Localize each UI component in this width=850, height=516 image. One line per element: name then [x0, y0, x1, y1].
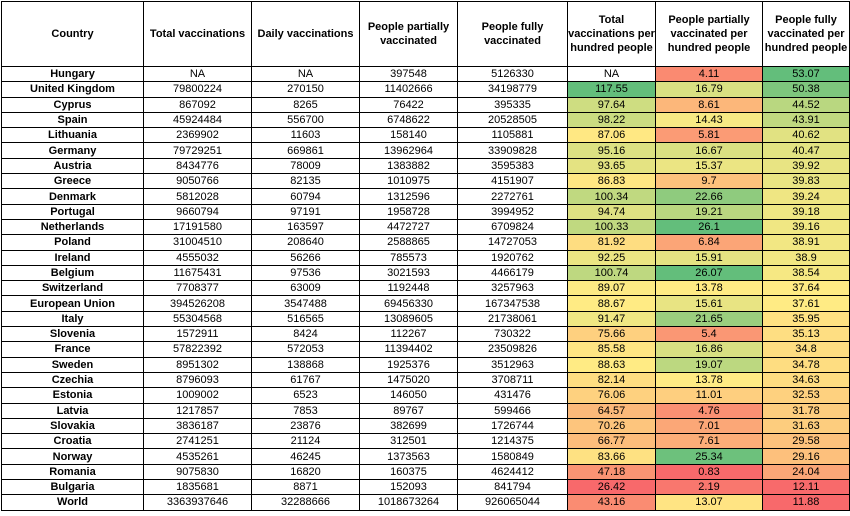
- cell-people-fully-vaccinated: 1580849: [458, 449, 568, 464]
- cell-daily-vaccinations: 572053: [252, 342, 360, 357]
- cell-fully-per-hundred: 24.04: [763, 464, 850, 479]
- cell-total-per-hundred: 87.06: [568, 128, 656, 143]
- cell-daily-vaccinations: 163597: [252, 219, 360, 234]
- cell-daily-vaccinations: 63009: [252, 281, 360, 296]
- cell-people-partially-vaccinated: 3021593: [360, 265, 458, 280]
- table-row: [2, 357, 850, 372]
- cell-fully-per-hundred: 39.18: [763, 204, 850, 219]
- cell-partial-per-hundred: 21.65: [656, 311, 763, 326]
- cell-people-fully-vaccinated: 3994952: [458, 204, 568, 219]
- cell-daily-vaccinations: 61767: [252, 372, 360, 387]
- table-row: [2, 480, 850, 495]
- cell-partial-per-hundred: 13.78: [656, 372, 763, 387]
- cell-fully-per-hundred: 29.16: [763, 449, 850, 464]
- cell-fully-per-hundred: 38.9: [763, 250, 850, 265]
- cell-fully-per-hundred: 39.16: [763, 219, 850, 234]
- table-row: [2, 97, 850, 112]
- cell-daily-vaccinations: 516565: [252, 311, 360, 326]
- cell-fully-per-hundred: 34.8: [763, 342, 850, 357]
- cell-people-partially-vaccinated: 382699: [360, 418, 458, 433]
- cell-daily-vaccinations: NA: [252, 67, 360, 82]
- table-row: [2, 235, 850, 250]
- cell-partial-per-hundred: 2.19: [656, 480, 763, 495]
- cell-people-fully-vaccinated: 21738061: [458, 311, 568, 326]
- table-row: [2, 112, 850, 127]
- cell-fully-per-hundred: 38.91: [763, 235, 850, 250]
- cell-total-per-hundred: 100.33: [568, 219, 656, 234]
- cell-fully-per-hundred: 37.61: [763, 296, 850, 311]
- cell-total-vaccinations: 7708377: [144, 281, 252, 296]
- cell-partial-per-hundred: 16.67: [656, 143, 763, 158]
- cell-people-partially-vaccinated: 76422: [360, 97, 458, 112]
- cell-country: Poland: [2, 235, 144, 250]
- cell-country: Estonia: [2, 388, 144, 403]
- cell-total-vaccinations: 5812028: [144, 189, 252, 204]
- cell-country: Slovakia: [2, 418, 144, 433]
- table-row: [2, 219, 850, 234]
- cell-partial-per-hundred: 16.86: [656, 342, 763, 357]
- cell-partial-per-hundred: 5.4: [656, 327, 763, 342]
- cell-people-partially-vaccinated: 11394402: [360, 342, 458, 357]
- cell-total-vaccinations: 1009002: [144, 388, 252, 403]
- cell-people-partially-vaccinated: 112267: [360, 327, 458, 342]
- cell-daily-vaccinations: 556700: [252, 112, 360, 127]
- cell-daily-vaccinations: 669861: [252, 143, 360, 158]
- cell-daily-vaccinations: 8424: [252, 327, 360, 342]
- cell-fully-per-hundred: 39.92: [763, 158, 850, 173]
- cell-fully-per-hundred: 34.78: [763, 357, 850, 372]
- cell-total-vaccinations: 867092: [144, 97, 252, 112]
- table-row: [2, 449, 850, 464]
- table-row: [2, 434, 850, 449]
- table-row: [2, 82, 850, 97]
- table-row: [2, 189, 850, 204]
- cell-country: Latvia: [2, 403, 144, 418]
- cell-partial-per-hundred: 14.43: [656, 112, 763, 127]
- cell-people-fully-vaccinated: 6709824: [458, 219, 568, 234]
- cell-people-fully-vaccinated: 4466179: [458, 265, 568, 280]
- cell-daily-vaccinations: 16820: [252, 464, 360, 479]
- cell-total-per-hundred: 97.64: [568, 97, 656, 112]
- cell-total-per-hundred: 93.65: [568, 158, 656, 173]
- cell-daily-vaccinations: 82135: [252, 174, 360, 189]
- cell-country: Czechia: [2, 372, 144, 387]
- cell-people-partially-vaccinated: 4472727: [360, 219, 458, 234]
- cell-total-vaccinations: 17191580: [144, 219, 252, 234]
- table-row: [2, 403, 850, 418]
- cell-partial-per-hundred: 26.1: [656, 219, 763, 234]
- header-daily-vaccinations: Daily vaccinations: [252, 2, 360, 67]
- cell-people-partially-vaccinated: 89767: [360, 403, 458, 418]
- cell-people-fully-vaccinated: 3708711: [458, 372, 568, 387]
- cell-daily-vaccinations: 138868: [252, 357, 360, 372]
- cell-partial-per-hundred: 11.01: [656, 388, 763, 403]
- cell-daily-vaccinations: 3547488: [252, 296, 360, 311]
- cell-partial-per-hundred: 13.07: [656, 495, 763, 510]
- cell-partial-per-hundred: 26.07: [656, 265, 763, 280]
- cell-total-vaccinations: 45924484: [144, 112, 252, 127]
- cell-country: Belgium: [2, 265, 144, 280]
- cell-country: Greece: [2, 174, 144, 189]
- cell-partial-per-hundred: 22.66: [656, 189, 763, 204]
- cell-people-fully-vaccinated: 3595383: [458, 158, 568, 173]
- table-row: [2, 311, 850, 326]
- cell-total-per-hundred: 100.74: [568, 265, 656, 280]
- cell-fully-per-hundred: 32.53: [763, 388, 850, 403]
- cell-people-fully-vaccinated: 167347538: [458, 296, 568, 311]
- header-country: Country: [2, 2, 144, 67]
- cell-fully-per-hundred: 39.24: [763, 189, 850, 204]
- cell-people-fully-vaccinated: 926065044: [458, 495, 568, 510]
- cell-country: Austria: [2, 158, 144, 173]
- cell-total-vaccinations: 4555032: [144, 250, 252, 265]
- cell-fully-per-hundred: 53.07: [763, 67, 850, 82]
- cell-people-fully-vaccinated: 14727053: [458, 235, 568, 250]
- cell-daily-vaccinations: 56266: [252, 250, 360, 265]
- cell-partial-per-hundred: 4.11: [656, 67, 763, 82]
- header-total-per-hundred: Total vaccinations per hundred people: [568, 2, 656, 67]
- cell-daily-vaccinations: 46245: [252, 449, 360, 464]
- cell-total-per-hundred: 43.16: [568, 495, 656, 510]
- header-total-vaccinations: Total vaccinations: [144, 2, 252, 67]
- cell-people-partially-vaccinated: 1383882: [360, 158, 458, 173]
- cell-people-partially-vaccinated: 1958728: [360, 204, 458, 219]
- cell-daily-vaccinations: 32288666: [252, 495, 360, 510]
- cell-total-per-hundred: 94.74: [568, 204, 656, 219]
- table-row: [2, 67, 850, 82]
- cell-fully-per-hundred: 40.62: [763, 128, 850, 143]
- header-people-partially-vaccinated: People partially vaccinated: [360, 2, 458, 67]
- cell-total-vaccinations: 8951302: [144, 357, 252, 372]
- cell-total-vaccinations: 2369902: [144, 128, 252, 143]
- cell-total-per-hundred: 75.66: [568, 327, 656, 342]
- cell-people-partially-vaccinated: 13962964: [360, 143, 458, 158]
- cell-total-per-hundred: 70.26: [568, 418, 656, 433]
- cell-country: Germany: [2, 143, 144, 158]
- cell-fully-per-hundred: 39.83: [763, 174, 850, 189]
- cell-people-partially-vaccinated: 312501: [360, 434, 458, 449]
- cell-total-vaccinations: 4535261: [144, 449, 252, 464]
- header-fully-per-hundred: People fully vaccinated per hundred people: [763, 2, 850, 67]
- cell-country: Sweden: [2, 357, 144, 372]
- cell-partial-per-hundred: 15.91: [656, 250, 763, 265]
- cell-partial-per-hundred: 7.01: [656, 418, 763, 433]
- cell-people-fully-vaccinated: 23509826: [458, 342, 568, 357]
- header-people-fully-vaccinated: People fully vaccinated: [458, 2, 568, 67]
- table-row: [2, 204, 850, 219]
- cell-partial-per-hundred: 19.07: [656, 357, 763, 372]
- cell-people-partially-vaccinated: 785573: [360, 250, 458, 265]
- cell-fully-per-hundred: 38.54: [763, 265, 850, 280]
- cell-fully-per-hundred: 37.64: [763, 281, 850, 296]
- cell-daily-vaccinations: 78009: [252, 158, 360, 173]
- cell-people-partially-vaccinated: 1373563: [360, 449, 458, 464]
- cell-country: United Kingdom: [2, 82, 144, 97]
- cell-total-vaccinations: 8796093: [144, 372, 252, 387]
- cell-people-partially-vaccinated: 1018673264: [360, 495, 458, 510]
- cell-people-partially-vaccinated: 146050: [360, 388, 458, 403]
- cell-total-per-hundred: 47.18: [568, 464, 656, 479]
- cell-people-fully-vaccinated: 395335: [458, 97, 568, 112]
- table-row: [2, 495, 850, 510]
- cell-country: Netherlands: [2, 219, 144, 234]
- table-row: [2, 174, 850, 189]
- cell-people-fully-vaccinated: 599466: [458, 403, 568, 418]
- cell-daily-vaccinations: 97191: [252, 204, 360, 219]
- cell-people-fully-vaccinated: 4151907: [458, 174, 568, 189]
- cell-total-per-hundred: 81.92: [568, 235, 656, 250]
- table-row: [2, 296, 850, 311]
- table-row: [2, 327, 850, 342]
- table-row: [2, 418, 850, 433]
- cell-total-vaccinations: 3836187: [144, 418, 252, 433]
- cell-fully-per-hundred: 12.11: [763, 480, 850, 495]
- cell-country: Slovenia: [2, 327, 144, 342]
- cell-total-per-hundred: 92.25: [568, 250, 656, 265]
- cell-daily-vaccinations: 21124: [252, 434, 360, 449]
- table-row: [2, 250, 850, 265]
- cell-total-vaccinations: 9660794: [144, 204, 252, 219]
- cell-people-partially-vaccinated: 1192448: [360, 281, 458, 296]
- table-row: [2, 128, 850, 143]
- cell-country: Italy: [2, 311, 144, 326]
- cell-people-partially-vaccinated: 2588865: [360, 235, 458, 250]
- cell-people-fully-vaccinated: 1920762: [458, 250, 568, 265]
- cell-total-vaccinations: 1572911: [144, 327, 252, 342]
- cell-partial-per-hundred: 16.79: [656, 82, 763, 97]
- cell-people-partially-vaccinated: 69456330: [360, 296, 458, 311]
- cell-daily-vaccinations: 208640: [252, 235, 360, 250]
- cell-total-per-hundred: 82.14: [568, 372, 656, 387]
- cell-daily-vaccinations: 7853: [252, 403, 360, 418]
- cell-total-vaccinations: 394526208: [144, 296, 252, 311]
- cell-country: Switzerland: [2, 281, 144, 296]
- cell-fully-per-hundred: 35.13: [763, 327, 850, 342]
- cell-people-fully-vaccinated: 1214375: [458, 434, 568, 449]
- cell-partial-per-hundred: 15.61: [656, 296, 763, 311]
- cell-people-fully-vaccinated: 431476: [458, 388, 568, 403]
- cell-total-per-hundred: 88.63: [568, 357, 656, 372]
- cell-partial-per-hundred: 13.78: [656, 281, 763, 296]
- table-row: [2, 342, 850, 357]
- cell-partial-per-hundred: 6.84: [656, 235, 763, 250]
- cell-people-partially-vaccinated: 1312596: [360, 189, 458, 204]
- cell-fully-per-hundred: 35.95: [763, 311, 850, 326]
- cell-country: World: [2, 495, 144, 510]
- cell-partial-per-hundred: 5.81: [656, 128, 763, 143]
- cell-total-vaccinations: 79800224: [144, 82, 252, 97]
- cell-country: Cyprus: [2, 97, 144, 112]
- cell-people-partially-vaccinated: 1925376: [360, 357, 458, 372]
- cell-people-partially-vaccinated: 152093: [360, 480, 458, 495]
- cell-country: France: [2, 342, 144, 357]
- cell-country: Hungary: [2, 67, 144, 82]
- table-row: [2, 143, 850, 158]
- cell-partial-per-hundred: 19.21: [656, 204, 763, 219]
- cell-partial-per-hundred: 8.61: [656, 97, 763, 112]
- cell-people-fully-vaccinated: 20528505: [458, 112, 568, 127]
- cell-total-per-hundred: 117.55: [568, 82, 656, 97]
- cell-total-vaccinations: 1835681: [144, 480, 252, 495]
- cell-fully-per-hundred: 50.38: [763, 82, 850, 97]
- cell-total-vaccinations: 2741251: [144, 434, 252, 449]
- cell-country: Croatia: [2, 434, 144, 449]
- table-row: [2, 281, 850, 296]
- cell-people-fully-vaccinated: 730322: [458, 327, 568, 342]
- cell-people-partially-vaccinated: 11402666: [360, 82, 458, 97]
- table-body: [2, 67, 850, 511]
- cell-daily-vaccinations: 8871: [252, 480, 360, 495]
- cell-people-fully-vaccinated: 841794: [458, 480, 568, 495]
- cell-country: European Union: [2, 296, 144, 311]
- cell-country: Romania: [2, 464, 144, 479]
- cell-partial-per-hundred: 9.7: [656, 174, 763, 189]
- cell-people-partially-vaccinated: 1475020: [360, 372, 458, 387]
- cell-people-partially-vaccinated: 397548: [360, 67, 458, 82]
- cell-partial-per-hundred: 25.34: [656, 449, 763, 464]
- vaccination-table: [1, 1, 850, 511]
- cell-people-fully-vaccinated: 33909828: [458, 143, 568, 158]
- cell-total-vaccinations: 11675431: [144, 265, 252, 280]
- cell-people-partially-vaccinated: 160375: [360, 464, 458, 479]
- cell-total-vaccinations: 9050766: [144, 174, 252, 189]
- table-row: [2, 388, 850, 403]
- cell-total-vaccinations: 9075830: [144, 464, 252, 479]
- cell-people-fully-vaccinated: 1726744: [458, 418, 568, 433]
- cell-daily-vaccinations: 60794: [252, 189, 360, 204]
- cell-country: Portugal: [2, 204, 144, 219]
- cell-fully-per-hundred: 44.52: [763, 97, 850, 112]
- cell-people-fully-vaccinated: 3512963: [458, 357, 568, 372]
- cell-partial-per-hundred: 7.61: [656, 434, 763, 449]
- cell-partial-per-hundred: 0.83: [656, 464, 763, 479]
- cell-fully-per-hundred: 31.78: [763, 403, 850, 418]
- cell-total-vaccinations: 57822392: [144, 342, 252, 357]
- cell-country: Norway: [2, 449, 144, 464]
- cell-total-per-hundred: 98.22: [568, 112, 656, 127]
- cell-total-per-hundred: 86.83: [568, 174, 656, 189]
- cell-fully-per-hundred: 11.88: [763, 495, 850, 510]
- cell-fully-per-hundred: 34.63: [763, 372, 850, 387]
- cell-total-per-hundred: 26.42: [568, 480, 656, 495]
- cell-country: Lithuania: [2, 128, 144, 143]
- cell-country: Ireland: [2, 250, 144, 265]
- cell-daily-vaccinations: 8265: [252, 97, 360, 112]
- cell-country: Spain: [2, 112, 144, 127]
- cell-total-per-hundred: 85.58: [568, 342, 656, 357]
- cell-people-fully-vaccinated: 2272761: [458, 189, 568, 204]
- table-row: [2, 158, 850, 173]
- cell-total-vaccinations: 55304568: [144, 311, 252, 326]
- cell-total-per-hundred: 76.06: [568, 388, 656, 403]
- cell-total-vaccinations: 31004510: [144, 235, 252, 250]
- cell-fully-per-hundred: 29.58: [763, 434, 850, 449]
- header-partial-per-hundred: People partially vaccinated per hundred people: [656, 2, 763, 67]
- cell-people-partially-vaccinated: 158140: [360, 128, 458, 143]
- table-row: [2, 372, 850, 387]
- cell-total-vaccinations: NA: [144, 67, 252, 82]
- cell-total-vaccinations: 79729251: [144, 143, 252, 158]
- cell-fully-per-hundred: 31.63: [763, 418, 850, 433]
- cell-total-per-hundred: 66.77: [568, 434, 656, 449]
- cell-partial-per-hundred: 15.37: [656, 158, 763, 173]
- cell-country: Denmark: [2, 189, 144, 204]
- table-row: [2, 464, 850, 479]
- cell-total-per-hundred: 88.67: [568, 296, 656, 311]
- cell-people-fully-vaccinated: 3257963: [458, 281, 568, 296]
- cell-total-per-hundred: 100.34: [568, 189, 656, 204]
- table-row: [2, 265, 850, 280]
- cell-partial-per-hundred: 4.76: [656, 403, 763, 418]
- cell-total-vaccinations: 8434776: [144, 158, 252, 173]
- cell-people-fully-vaccinated: 5126330: [458, 67, 568, 82]
- cell-total-per-hundred: 83.66: [568, 449, 656, 464]
- cell-daily-vaccinations: 11603: [252, 128, 360, 143]
- cell-total-vaccinations: 1217857: [144, 403, 252, 418]
- cell-total-per-hundred: 89.07: [568, 281, 656, 296]
- header-row: [2, 2, 850, 67]
- cell-people-fully-vaccinated: 4624412: [458, 464, 568, 479]
- cell-daily-vaccinations: 6523: [252, 388, 360, 403]
- cell-daily-vaccinations: 97536: [252, 265, 360, 280]
- cell-people-partially-vaccinated: 1010975: [360, 174, 458, 189]
- cell-daily-vaccinations: 23876: [252, 418, 360, 433]
- cell-people-fully-vaccinated: 34198779: [458, 82, 568, 97]
- cell-total-per-hundred: 95.16: [568, 143, 656, 158]
- cell-fully-per-hundred: 43.91: [763, 112, 850, 127]
- cell-daily-vaccinations: 270150: [252, 82, 360, 97]
- cell-total-vaccinations: 3363937646: [144, 495, 252, 510]
- cell-fully-per-hundred: 40.47: [763, 143, 850, 158]
- cell-total-per-hundred: NA: [568, 67, 656, 82]
- cell-country: Bulgaria: [2, 480, 144, 495]
- cell-people-partially-vaccinated: 6748622: [360, 112, 458, 127]
- cell-total-per-hundred: 64.57: [568, 403, 656, 418]
- cell-people-fully-vaccinated: 1105881: [458, 128, 568, 143]
- cell-total-per-hundred: 91.47: [568, 311, 656, 326]
- cell-people-partially-vaccinated: 13089605: [360, 311, 458, 326]
